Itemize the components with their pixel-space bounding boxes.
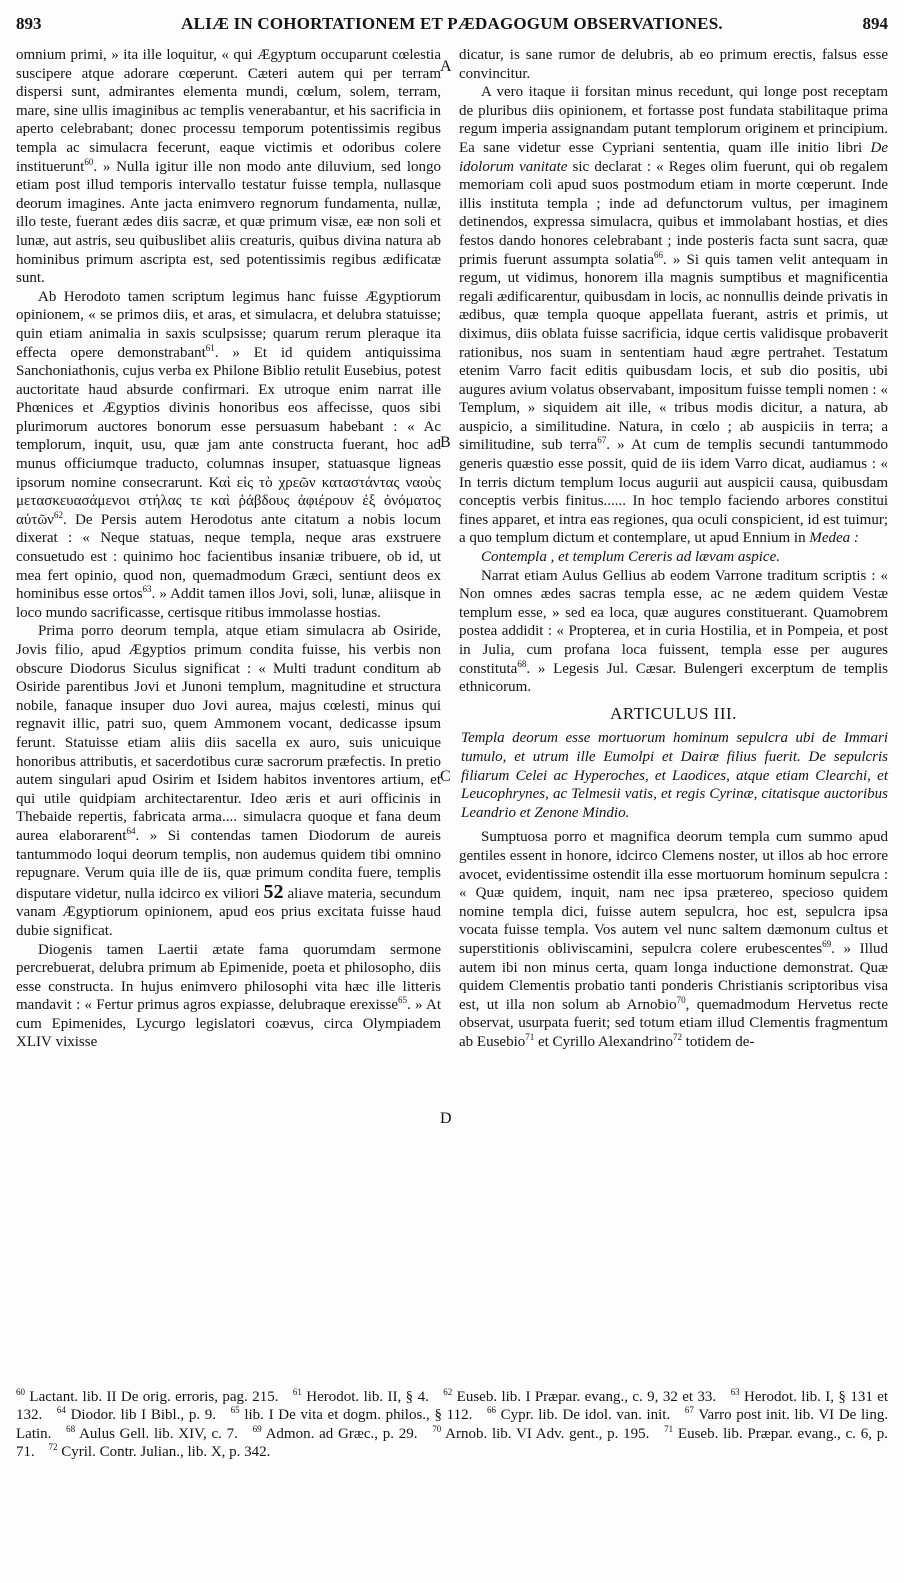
footnote-number: 71 [664, 1423, 674, 1434]
footnote-ref: 72 [672, 1031, 682, 1042]
footnote [432, 1423, 650, 1442]
footnote-number: 65 [230, 1405, 240, 1416]
footnote [16, 1389, 278, 1405]
left-paragraph-3 [16, 622, 441, 940]
olympiad-numeral: XLIV [16, 1034, 52, 1051]
text-run: . » Legesis Jul. Cæsar. Bulengeri excerptum de templis ethnicorum. [459, 660, 888, 696]
text-run: Diogenis tamen Laertii ætate fama quorumdam sermone percrebuerat, delubra primum ab Epimenide, poeta et philosopho, diis esse constructa. In hujus enimvero philosophi vita hæc ille litteris mandavit : « Fertur primus agros expiasse, delubraque erexisse [16, 941, 441, 1014]
footnote [293, 1389, 429, 1405]
folio-number: 52 [263, 880, 284, 903]
play-title: Medea : [809, 530, 859, 547]
right-paragraph-2 [459, 83, 888, 548]
text-run: vixisse [55, 1034, 98, 1051]
footnote-number: 64 [56, 1405, 66, 1416]
footnote-text: Cypr. lib. De idol. van. init. [500, 1407, 671, 1424]
footnote-text: Arnob. lib. VI Adv. gent., p. 195. [445, 1425, 650, 1442]
text-run: . » Si quis tamen velit antequam in regum, ut vidimus, honorem illa magnis sumptibus et magnificentia regali ædificarentur, quibusdam in locis, ac nonnullis deinde privatis in ædibus, quæ templa quoque appellata fuerant, astris et primis, ut diximus, diis oblata fuisse sacrificia, idque certis validisque probaverit rationibus, nos suam in sententiam haud ægre pertrahet. Testatum etenim Varro facit editis quibusdam locis, et sub dio positis, ubi augures avium volatus observabant, impositum fuisse templi nomen : « Templum, » siquidem ait ille, « tribus modis dicitur, a natura, ab auspicio, a similitudine. Natura, in cœlo ; ab auspiciis in terra; a similitudine, sub terra [459, 251, 888, 454]
footnote-ref: 71 [525, 1031, 535, 1042]
left-column [16, 46, 441, 1052]
footnote-text: Diodor. lib I Bibl., p. 9. [70, 1407, 216, 1424]
text-run: Sumptuosa porro et magnifica deorum templa cum summo apud gentiles essent in honore, idcirco Clemens noster, ut illos ab hoc errore avocet, evidentissime ostendit illa esse mortuorum hominum sepulcra : « Quæ quidem, inquit, nam nec ipsa prætereo, specioso quidem nomine templa dici, fuisse autem sepulcra, hoc est, sepulcra ipsa vocata fuisse templa. Vos autem vel nunc saltem dæmonum cultus et superstitionis obliviscamini, sepulcra colere erubescentes [459, 829, 888, 957]
text-run: . » Et id quidem antiquissima Sanchoniathonis, cujus verba ex Philone Biblio retulit Eusebius, potest auctoritate haud absurde confirmari. Ex utroque enim narrat ille Phœnices et Ægyptios divinis honoribus eos affecisse, quos sibi plurimorum auctores bonorum esse persuasum habebant : « Ac templorum, inquit, usu, quæ jam ante constructa fuerant, hoc ad munus officiumque traducto, columnas insuper, statuasque ligneas ipsorum nomine consecrarunt. Καὶ εἰς τὸ χρεῶν καταστάντας ναοὺς μετασκευασάμενοι στήλας τε καὶ ῥάβδους ἀφιέρουν ἐξ ὀνόματος αὐτῶν [16, 344, 441, 528]
footnote-number: 66 [487, 1405, 496, 1416]
text-run: Ab Herodoto tamen scriptum legimus hanc fuisse Ægyptiorum opinionem, « se primos diis, et aras, et simulacra, et delubra statuisse; quin etiam animalia in saxis sculpsisse; quarum rerum pleraque ita effecta opere demonstrabant [16, 288, 441, 361]
footnote-text: Aulus Gell. lib. XIV, c. 7. [79, 1425, 238, 1442]
footnote-ref: 66 [654, 249, 664, 260]
margin-letter-d: D [440, 1110, 452, 1127]
footnote-number: 63 [730, 1387, 740, 1397]
footnote-number: 68 [66, 1423, 76, 1434]
text-run: , quemadmodum Hervetus recte observat, usurpata fuerit; sed totum etiam illud Clementis fragmentum ab Eusebio [459, 996, 888, 1050]
right-column [459, 46, 888, 1051]
footnote-number: 62 [443, 1387, 453, 1397]
footnote-ref: 61 [205, 342, 215, 353]
verse-quote: Contempla , et templum Cereris ad lævam aspice. [481, 549, 780, 566]
text-run: totidem de- [685, 1033, 755, 1050]
footnote-number: 72 [48, 1442, 58, 1453]
margin-letter-a: A [440, 58, 452, 75]
footnote [443, 1389, 716, 1405]
left-paragraph-1 [16, 46, 441, 288]
footnote-text: Herodot. lib. I, § 131 et 132. [16, 1389, 889, 1424]
footnote-number: 69 [252, 1423, 262, 1434]
footnote [252, 1423, 418, 1442]
running-header [16, 12, 888, 36]
footnote-ref: 65 [398, 995, 408, 1006]
text-run: . » Addit tamen illos Jovi, soli, lunæ, aliisque in loco mundo sacrificasse, certisque ritibus immolasse hostias. [16, 586, 441, 621]
left-paragraph-4 [16, 941, 441, 1053]
footnote-text: Euseb. lib. Præpar. evang., c. 6, p. 71. [16, 1425, 889, 1461]
right-paragraph-3 [459, 567, 888, 697]
footnote-ref: 70 [676, 994, 686, 1005]
footnote [66, 1423, 238, 1442]
footnote-ref: 62 [53, 509, 63, 520]
text-run: et Cyrillo Alexandrino [537, 1033, 673, 1050]
text-run: omnium primi, » ita ille loquitur, « qui Ægyptum occuparunt cœlestia suscipere atque adorare cœperunt. Cæteri autem qui per terram dispersi sunt, admirantes elementa mundi, cœlum, solem, terram, mare, sine ullis imaginibus ac templis venerabantur, et his sacrificia in aperto celebrabant; donec processu temporum potentissimis regibus templa ac simulacra fecerunt, eaque victimis et odoribus colere instituerunt [16, 47, 441, 175]
footnotes [16, 1388, 888, 1462]
text-run: . » Nulla igitur ille non modo ante diluvium, sed longo etiam post illud temporis intervallo testatur fuisse templa, nullasque deorum imagines. Ante jacta enimvero regnorum fundamenta, nullæ, illo teste, fuerant ædes diis sacræ, et quæ primum visæ, eæ non soli et lunæ, aut astris, seu quibuslibet aliis creaturis, quibus divina natura ab hominibus primum ascripta est, sed potentissimis regibus ædificatæ sunt. [16, 158, 441, 287]
footnote-text: Varro post init. lib. VI De ling. Latin. [16, 1407, 889, 1442]
footnote-text: Admon. ad Græc., p. 29. [265, 1425, 418, 1442]
footnote [231, 1407, 473, 1423]
margin-letter-c: C [440, 768, 451, 785]
footnote-ref: 67 [597, 435, 607, 446]
footnote-text: Euseb. lib. I Præpar. evang., c. 9, 32 et 33. [456, 1389, 717, 1405]
footnote-number: 61 [292, 1387, 302, 1397]
footnote [49, 1444, 271, 1460]
footnote-number: 60 [16, 1387, 25, 1397]
book-title: De idolorum vanitate [459, 139, 889, 175]
running-title: ALIÆ IN COHORTATIONEM ET PÆDAGOGUM OBSERVATIONES. [181, 14, 723, 33]
footnote-ref: 64 [126, 825, 136, 836]
footnote [487, 1407, 670, 1423]
article-summary: Templa deorum esse mortuorum hominum sepulcra ubi de Immari tumulo, et utrum ille Eumolpi et Dairæ filius fuerit. De sepulcris filiarum Celei ac Hyperoches, et Laodices, atque etiam Clearchi, et Leucophrynes, ac Telmesii vatis, et regis Cyrinæ, citatisque auctoribus Leandrio et Zenone Mindio. [461, 730, 888, 821]
text-run: sic declarat : « Reges olim fuerunt, qui ob regalem memoriam coli apud suos postmodum etiam in morte cœperunt. Inde illis instituta templa ; inde ad defunctorum vultus, per imaginem detinendos, expressa simulacra, quibus et immolabant hostias, et dies festos dando honores celebrabant ; inde posteris facta sunt sacra, quæ primis fuerunt assumpta solatia [459, 158, 888, 268]
footnote-text: Lactant. lib. II De orig. erroris, pag. 215. [29, 1389, 279, 1405]
text-run: . » At cum de templis secundi tantummodo generis quæstio esse possit, quid de iis idem Varro dicat, audiamus : « In terris dictum templum locus augurii aut auspicii causa, quibusdam conceptis verbis finitus...... In hoc templo faciendo arbores constitui fines apparet, et intra eas regiones, qua oculi conspicient, id est tuimur; a quo templum dictum et contemplare, ut apud Ennium in [459, 437, 888, 547]
margin-letter-b: B [440, 434, 451, 451]
footnote-text: lib. I De vita et dogm. philos., § 112. [244, 1407, 473, 1424]
text-run: aliave materia, secundum vanam Ægyptiorum opinionem, apud eos prius excitata fuisse haud dubie significat. [16, 885, 441, 939]
footnote-text: Cyril. Contr. Julian., lib. X, p. 342. [61, 1444, 271, 1461]
text-run: Prima porro deorum templa, atque etiam simulacra ab Osiride, Jovis filio, apud Ægyptios primum condita fuisse, his verbis non obscure Diodorus Siculus significat : « Multi tradunt conditum ab Osiride parentibus Jovi et Junoni templum, magnitudine et structura nobile, fanaque insuper duo Jovi aurea, majus cœlesti, minus qui regnavit illic, patri suo, quem Ammonem vocant, dedicasse ipsum ferunt. Statuisse etiam aliis diis sacella ex auro, suis unicuique honoribus attributis, et sacerdotibus curæ sacrorum præfectis. In pretio autem singulari apud Osirim et Isidem habitos inventores artium, et qui utile quidpiam architectarentur. Ideo æris et auri officinis in Thebaide repertis, fabricata arma.... simulacra quoque et fana deum aurea elaborarent [16, 623, 441, 844]
text-run: . » Illud autem ibi non minus certa, quam longa inductione demonstrat. Quæ quidem Clementis probatio tanti ponderis Christianis scriptoribus visa est, ut illa non solum ab Arnobio [459, 940, 888, 1013]
footnote-ref: 63 [142, 584, 152, 595]
article-heading: ARTICULUS III. [610, 703, 737, 723]
footnote-ref: 69 [822, 938, 832, 949]
footnote-number: 67 [684, 1405, 694, 1416]
text-run: . » At cum Epimenides, Lycurgo legislatori coævus, circa Olympiadem [16, 997, 441, 1032]
text-run: Narrat etiam Aulus Gellius ab eodem Varrone traditum scriptis : « Non omnes ædes sacras templa esse, ac ne ædem quidem Vestæ templum esse, » sed ea loca, quæ augures constituerant. Quamobrem postea addidit : « Propterea, et in curia Hostilia, et in Pompeia, et post in Julia, cum profana loca fuissent, templa esse per augures constituta [459, 567, 888, 677]
right-paragraph-1: dicatur, is sane rumor de delubris, ab eo primum erectis, falsus esse convincitur. [459, 47, 888, 82]
text-run: . De Persis autem Herodotus ante citatum a nobis locum dixerat : « Neque statuas, neque templa, neque aras exstruere consuetudo est : quinimo hoc facientibus insaniæ tribuere, ob id, ut mea fert opinio, quod non, quemadmodum Græci, sentiunt deos ex hominibus esse ortos [16, 511, 441, 603]
right-paragraph-4 [459, 828, 888, 1051]
text-run: A vero itaque ii forsitan minus recedunt, qui longe post receptam de pluribus diis opinionem, et fortasse post fundata stabilitaque prima regum imperia assignandam putant templorum originem et principium. Ea sane videtur esse Cypriani sententia, quam ille initio libri [459, 84, 888, 156]
footnote-ref: 68 [517, 658, 527, 669]
text-run: . » Si contendas tamen Diodorum de aureis tantummodo loqui deorum templis, non audemus quidem tibi omnino repugnare. Verum quia ille de iis, quæ primum condita fuere, templis disputare videtur, nulla idcirco ex viliori [16, 827, 441, 902]
page-number-left: 893 [16, 14, 42, 33]
footnote [57, 1407, 216, 1423]
footnote-number: 70 [432, 1423, 442, 1434]
footnote-text: Herodot. lib. II, § 4. [306, 1389, 429, 1405]
left-paragraph-2 [16, 288, 441, 623]
footnote-ref: 60 [84, 156, 94, 167]
page-number-right: 894 [862, 14, 888, 33]
